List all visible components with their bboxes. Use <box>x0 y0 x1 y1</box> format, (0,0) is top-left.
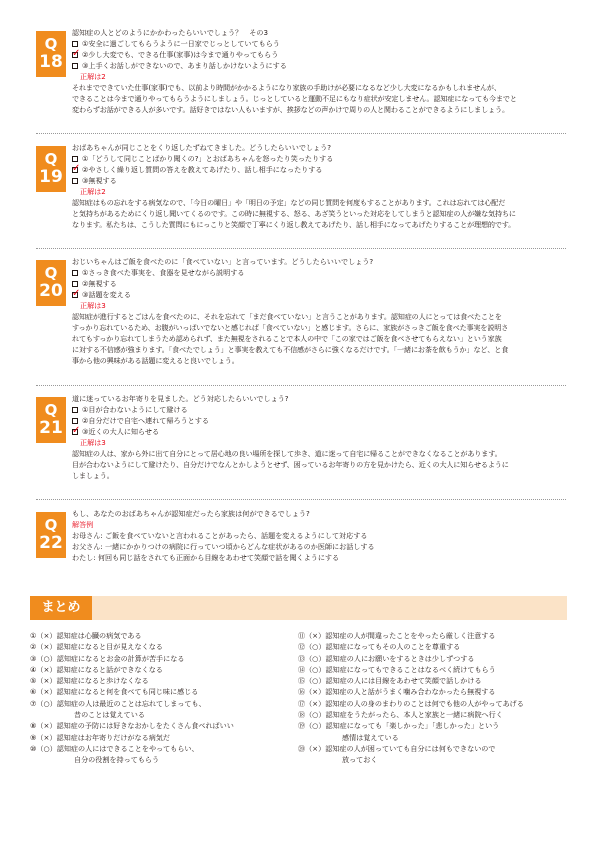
q22-question: もし、あなたのおばあちゃんが認知症だったら家族は何ができるでしょう? <box>72 509 310 518</box>
q21-option-3: ✓ ③近くの大人に知らせる <box>72 424 160 436</box>
q18-answer: 正解は2 <box>80 72 106 81</box>
q18-option-2: ✓ ②少し大変でも、できる仕事(家事)は今まで通りやってもらう <box>72 47 279 59</box>
q20-option-1: ①さっき食べた事実を、食器を見せながら説明する <box>72 267 564 278</box>
checked-checkbox-icon: ✓ <box>72 424 81 436</box>
summary-item-13: ⑬（○）認知症の人にお願いをするときは少しずつする <box>298 653 475 663</box>
summary-title: まとめ <box>30 596 92 620</box>
q20-badge-number: 20 <box>39 281 63 301</box>
q18-explanation-1: それまでできていた仕事(家事)でも、以前より時間がかかるようになり家族の手助けが必要になるなど少し大変になるかもしれませんが、 <box>72 83 501 92</box>
q19-option-1: ①「どうして同じことばかり聞くの?」とおばあちゃんを怒ったり笑ったりする <box>72 153 564 164</box>
q19-badge <box>36 146 66 192</box>
summary-item-7-cont: 昔のことは覚えている <box>74 710 145 720</box>
summary-item-7: ⑦（○）認知症の人は最近のことは忘れてしまっても、 <box>30 698 206 708</box>
checkbox-icon <box>72 418 78 424</box>
q18-explanation-2: できることは今まで通りやってもらうようにしましょう。じっとしていると運動不足にもなり症状が安定しません。認知症になっても今までと <box>72 94 517 103</box>
q21-option-2: ②自分だけで自宅へ連れて帰ろうとする <box>72 415 564 426</box>
checked-checkbox-icon: ✓ <box>72 47 81 59</box>
divider <box>36 385 566 386</box>
divider <box>36 499 566 500</box>
q20-explanation-5: 事から他の興味がある話題に変えると良いでしょう。 <box>72 356 239 365</box>
summary-item-17: ⑰（×）認知症の人の身のまわりのことは何でも他の人がやってあげる <box>298 698 524 708</box>
q19-option-3: ③無視する <box>72 175 564 186</box>
q19-explanation-1: 認知症はもの忘れをする病気なので、「今日の曜日」や「明日の予定」などの同じ質問を何度もすることがあります。これは忘れては心配だ <box>72 198 506 207</box>
summary-item-4: ④（×）認知症になると話ができなくなる <box>30 664 163 674</box>
q18-badge-number: 18 <box>39 52 63 72</box>
q19-answer: 正解は2 <box>80 187 106 196</box>
q21-option-1: ①目が合わないようにして避ける <box>72 404 564 415</box>
q22-badge <box>36 512 66 558</box>
q21-answer: 正解は3 <box>80 438 106 447</box>
q18-badge-q: Q <box>44 35 58 53</box>
q20-body <box>72 256 564 366</box>
q18-question: 認知症の人とどのようにかかわったらいいでしょう？ その3 <box>72 28 268 37</box>
summary-item-1: ①（×）認知症は心臓の病気である <box>30 631 142 640</box>
summary-left-column <box>30 630 234 766</box>
summary-right-column <box>298 630 524 766</box>
summary-item-10-cont: 自分の役割を持ってもらう <box>74 755 160 765</box>
summary-item-19-cont: 感情は覚えている <box>342 732 399 742</box>
divider <box>36 248 566 249</box>
summary-item-19: ⑲（○）認知症になっても「楽しかった」「悲しかった」という <box>298 721 500 731</box>
checkbox-icon <box>72 407 78 413</box>
summary-item-16: ⑯（×）認知症の人と話がうまく噛み合わなかったら無視する <box>298 687 496 697</box>
q22-example-2: お父さん: 一緒にかかりつけの病院に行っていつ頃からどんな症状があるのか医師にお話しする <box>72 542 375 551</box>
summary-item-20: ⑳（×）認知症の人が困っていても自分には何もできないので <box>298 743 496 753</box>
summary-item-9: ⑨（×）認知症はお年寄りだけがなる病気だ <box>30 732 170 742</box>
q22-example-1: お母さん: ご飯を食べていないと言われることがあったら、話題を変えるようにして対応する <box>72 531 368 540</box>
summary-item-15: ⑮（○）認知症の人には目線をあわせて笑顔で話しかける <box>298 676 482 686</box>
q20-explanation-4: に対する不信感が強まります。「食べたでしょう」と事実を教えても不信感がさらに強くなるだけです。「一緒にお茶を飲もうか」など、と食 <box>72 345 509 354</box>
q20-explanation-3: れてもすっかり忘れてしまうため認められず、また無視をされることで本人の中で「この家ではご飯を食べさせてもらえない」という家族 <box>72 334 502 343</box>
q19-badge-number: 19 <box>39 167 63 187</box>
q20-option-2: ②無視する <box>72 278 564 289</box>
summary-item-20-cont: 放っておく <box>342 755 378 765</box>
q19-explanation-2: と気持ちがあるためにくり返し聞いてくるのです。この時に無視する、怒る、あざ笑うといった対応をしてしまうと認知症の人が嫌な気持ちに <box>72 209 516 218</box>
q21-badge-number: 21 <box>39 418 63 438</box>
checkbox-icon <box>72 178 78 184</box>
q22-badge-q: Q <box>44 516 58 534</box>
summary-item-8: ⑧（×）認知症の予防には好きなおかしをたくさん食べればいい <box>30 721 234 731</box>
q21-badge <box>36 397 66 443</box>
q19-explanation-3: なります。私たちは、こうした質問にもにっこりと笑顔で丁寧にくり返し教えてあげたり、話し相手になってあげたりすることが理想的です。 <box>72 220 516 229</box>
q20-badge <box>36 260 66 306</box>
q20-option-3: ✓ ③話題を変える <box>72 287 131 299</box>
checkbox-icon <box>72 63 78 69</box>
summary-item-14: ⑭（○）認知症になってもできることはなるべく続けてもらう <box>298 664 496 674</box>
checked-checkbox-icon: ✓ <box>72 287 81 299</box>
q21-explanation-2: 目が合わないようにして避けたり、自分だけでなんとかしようとせず、困っているお年寄りの方を見かけたら、近くの大人に知らせるように <box>72 460 509 469</box>
summary-item-11: ⑪（×）認知症の人が間違ったことをやったら厳しく注意する <box>298 631 496 640</box>
q19-question: おばあちゃんが同じことをくり返したずねてきました。どうしたらいいでしょう? <box>72 143 331 152</box>
summary-item-3: ③（○）認知症になるとお金の計算が苦手になる <box>30 653 185 663</box>
summary-item-2: ②（×）認知症になると目が見えなくなる <box>30 642 163 652</box>
q22-answer-example-label: 解答例 <box>72 520 94 529</box>
summary-item-6: ⑥（×）認知症になると何を食べても同じ味に感じる <box>30 687 199 697</box>
q18-body <box>72 27 564 115</box>
q20-explanation-1: 認知症が進行するとごはんを食べたのに、それを忘れて「まだ食べていない」と言うことがあります。認知症の人にとっては食べたことを <box>72 312 502 321</box>
q20-badge-q: Q <box>44 264 58 282</box>
summary-item-12: ⑫（○）認知症になってもその人のことを尊重する <box>298 642 461 652</box>
q21-explanation-1: 認知症の人は、家から外に出て自分にとって居心地の良い場所を探して歩き、道に迷って自宅に帰ることができなくなることがあります。 <box>72 449 502 458</box>
q18-explanation-3: 変わらずお話ができる人が多いです。話好きではない人もいますが、挨拶などの声かけで周りの人と関わることができるようにしましょう。 <box>72 105 509 114</box>
checked-checkbox-icon: ✓ <box>72 162 81 174</box>
q18-option-3: ③上手くお話しができないので、あまり話しかけないようにする <box>72 60 564 71</box>
summary-item-18: ⑱（○）認知症をうたがったら、本人と家族と一緒に病院へ行く <box>298 710 503 720</box>
q18-option-1: ①安全に過ごしてもらうように一日家でじっとしていてもらう <box>72 38 564 49</box>
q19-badge-q: Q <box>44 150 58 168</box>
q21-explanation-3: しましょう。 <box>72 471 114 480</box>
checkbox-icon <box>72 270 78 276</box>
q22-example-3: わたし: 何回も同じ話をされても正面から目線をあわせて笑顔で話を聞くようにする <box>72 553 340 562</box>
q21-badge-q: Q <box>44 401 58 419</box>
q20-explanation-2: すっかり忘れているため、お腹がいっぱいでないと感じれば「食べていない」と感じます。さらに、家族がさっきご飯を食べた事実を説明さ <box>72 323 509 332</box>
summary-item-10: ⑩（○）認知症の人にはできることをやってもらい、 <box>30 743 199 753</box>
q20-question: おじいちゃんはご飯を食べたのに「食べていない」と言っています。どうしたらいいでしょう? <box>72 257 374 266</box>
q19-body <box>72 142 564 230</box>
checkbox-icon <box>72 281 78 287</box>
checkbox-icon <box>72 41 78 47</box>
q20-answer: 正解は3 <box>80 301 106 310</box>
q19-option-2: ✓ ②やさしく繰り返し質問の答えを教えてあげたり、話し相手になったりする <box>72 162 323 174</box>
q22-badge-number: 22 <box>39 533 63 553</box>
q18-badge <box>36 31 66 77</box>
summary-item-5: ⑤（×）認知症になると歩けなくなる <box>30 676 149 686</box>
checkbox-icon <box>72 156 78 162</box>
q21-body <box>72 393 564 481</box>
divider <box>36 133 566 134</box>
q21-question: 道に迷っているお年寄りを見ました。どう対応したらいいでしょう? <box>72 394 289 403</box>
summary-header <box>30 596 567 620</box>
q22-body <box>72 508 564 563</box>
